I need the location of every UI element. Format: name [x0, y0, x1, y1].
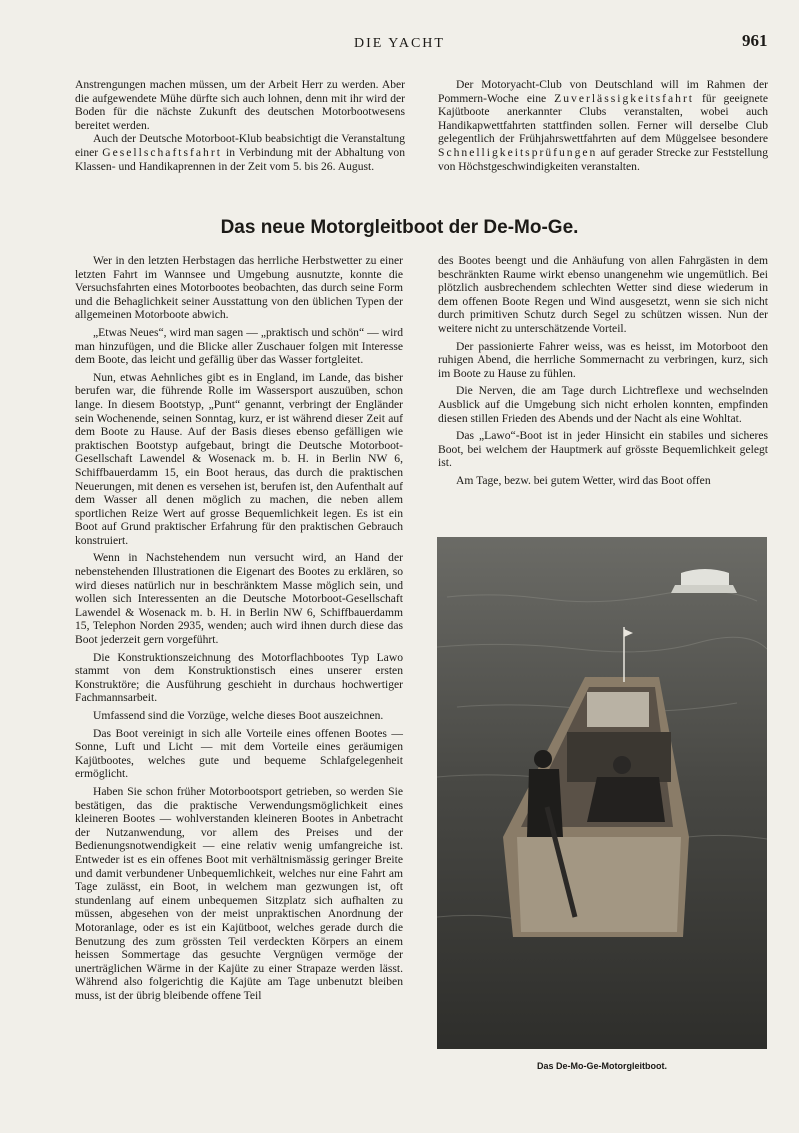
boat-photo: [437, 537, 767, 1049]
paragraph: [75, 132, 405, 173]
paragraph: Das „Lawo“-Boot ist in jeder Hinsicht ein stabiles und sicheres Boot, bei welchem der Hauptmerk auf grösste Bequemlichkeit gelegt ist.: [438, 429, 768, 470]
spaced-term: Zuverlässigkeitsfahrt: [554, 91, 695, 105]
paragraph: Das Boot vereinigt in sich alle Vorteile eines offenen Bootes — Sonne, Luft und Licht — mit dem Vorteile eines geräumigen Kajütbootes, welches gute und bequeme Schlafgelegenheit ermöglicht.: [75, 726, 403, 781]
boat-photo-drawing: [437, 537, 767, 1049]
paragraph: Die Nerven, die am Tage durch Lichtreflexe und wechselnden Ausblick auf die Umgebung sich nicht erholen konnten, empfinden diesen stillen Frieden des Abends und der Nacht als eine Wohltat.: [438, 384, 768, 425]
paragraph: Am Tage, bezw. bei gutem Wetter, wird das Boot offen: [456, 473, 711, 487]
text-run: auf gerader Strecke zur Feststellung von Höchstgeschwindigkeiten veranstalten.: [438, 145, 768, 173]
text-run: Der Motoryacht-Club von Deutschland will im Rahmen der Pommern-Woche eine: [438, 78, 768, 105]
paragraph: Der passionierte Fahrer weiss, was es heisst, im Motorboot den ruhigen Abend, die herrliche Sommernacht zu verbringen, kurz, sich im Boote zu Hause zu fühlen.: [438, 339, 768, 380]
photo-caption: Das De-Mo-Ge-Motorgleitboot.: [537, 1061, 667, 1071]
paragraph: Die Konstruktionszeichnung des Motorflachbootes Typ Lawo stammt von dem Konstruktionstisch eines unserer ersten Konstruktöre; die Ausführung geschieht in durchaus hochwertiger Fachmannsarbeit.: [75, 650, 403, 705]
text-run: Auch der Deutsche Motorboot-Klub beabsichtigt die Veranstaltung einer: [75, 132, 405, 159]
journal-title: DIE YACHT: [354, 36, 445, 51]
paragraph: Anstrengungen machen müssen, um der Arbeit Herr zu werden. Aber die aufgewendete Mühe dürfte sich auch lohnen, denn mit ihr wird der Boden für die nächste Zukunft des deutschen Motorbootwesens bereitet werden.: [75, 78, 405, 132]
top-left-column: [75, 78, 405, 173]
paragraph: Wer in den letzten Herbstagen das herrliche Herbstwetter zu einer letzten Fahrt im Wannsee und Umgebung ausnutzte, konnte die Versuchsfahrten eines Motorbootes beobachten, das durch seine Form und die Behaglichkeit seiner Ausstattung von den üblichen Typen der allgemeinen Motorboote abwich.: [75, 254, 403, 322]
text-run: für geeignete Kajütboote anerkannter Clubs veranstalten, wobei auch Handikapwettfahrten stattfinden sollen. Ferner will derselbe Club gelegentlich der Frühjahrswettfahrten auf dem Müggelsee besondere: [438, 91, 768, 146]
paragraph: Umfassend sind die Vorzüge, welche dieses Boot auszeichnen.: [93, 709, 384, 722]
article-right-column: [438, 254, 768, 488]
spaced-term: Gesellschaftsfahrt: [102, 145, 222, 159]
paragraph: [438, 78, 768, 173]
paragraph: des Bootes beengt und die Anhäufung von allen Fahrgästen in dem beschränkten Raume wirkt ebenso unangenehm wie ungemütlich. Bei plötzlich ausbrechendem schlechten Wetter sind diese wiederum in dem offenen Boote Regen und Wind ausgesetzt, wenn sie sich nicht durch primitiven Schutz durch Segel zu schützen wissen. Nun der weitere nicht zu unterschätzende Vorteil.: [438, 254, 768, 335]
page-number: 961: [742, 31, 768, 50]
article-headline: Das neue Motorgleitboot der De-Mo-Ge.: [220, 217, 579, 238]
paragraph: „Etwas Neues“, wird man sagen — „praktisch und schön“ — wird man hinzufügen, und die Blicke aller Zuschauer folgen mit Interesse dem Boote, das leicht und gefällig über das Wasser fortgleitet.: [75, 325, 403, 367]
top-right-column: [438, 78, 768, 173]
paragraph: Haben Sie schon früher Motorbootsport getrieben, so werden Sie bestätigen, das die praktische Verwendungsmöglichkeit eines kleineren Bootes — wohlverstanden kleineren Bootes in Anbetracht der Nutzanwendung, vor allem des Preises und der Bedienungsnotwendigkeit — eine relativ wenig umfangreiche ist. Entweder ist es ein offenes Boot mit verhältnismässig geringer Breite und damit verbundener Unbequemlichkeit, welches nur eine Fahrt am Tage zulässt, ein Boot, in welchem man gezwungen ist, oft stundenlang auf einem unbequemen Sitzplatz sich aufhalten zu müssen, abgesehen von der meist unpraktischen Anordnung der Motoranlage, oder es ist ein Kajütboot, welches gerade durch die Benutzung des zum grössten Teil verdeckten Körpers an einem heissen Sommertage das gesuchte Vergnügen vermöge der unerträglichen Wärme in der Kajüte zu einer Strapaze werden lässt. Während also folgerichtig die Kajüte am Tage unbenutzt bleiben muss, ist der übrig bleibende offene Teil: [75, 784, 403, 1002]
paragraph: Wenn in Nachstehendem nun versucht wird, an Hand der nebenstehenden Illustrationen die Eigenart des Bootes zu erklären, so wird dieses natürlich nur in beschränktem Masse möglich sein, und wollen sich Interessenten an die Deutsche Motorboot-Gesellschaft Lawendel & Wosenack m. b. H. in Berlin NW 6, Schiffbauerdamm 15, Telephon Norden 2935, wenden; auch wird ihnen durch diese das Boot jederzeit gern vorgeführt.: [75, 551, 403, 647]
article-left-column: [75, 254, 403, 1002]
spaced-term: Schnelligkeitsprüfungen: [438, 145, 598, 159]
paragraph: Nun, etwas Aehnliches gibt es in England, im Lande, das bisher berufen war, die führende Rolle im Wassersport auszuüben, schon lange. In diesem Bootstyp, „Punt“ genannt, verbringt der Engländer sein Wochenende, seinen Sonntag, kurz, er ist während dieser Zeit auf dem Boote zu Hause. Auf der Basis dieses ebenso gefälligen wie praktischen Bootstyp aufgebaut, bringt die Deutsche Motorboot-Gesellschaft Lawendel & Wosenack m. b. H. in Berlin NW 6, Schiffbauerdamm 15, ein Boot heraus, das durch die praktischen Neuerungen, mit denen es versehen ist, berufen ist, den Aufenthalt auf dem Wasser all denen möglich zu machen, die neben allem sportlichen Reize Wert auf grosse Bequemlichkeit legen. Es ist ein Boot auf Grund praktischer Erfahrung für den praktischen Gebrauch konstruiert.: [75, 370, 403, 547]
text-run: in Verbindung mit der Abhaltung von Klassen- und Handikaprennen in der Zeit vom 5. bis 26. August.: [75, 145, 406, 173]
